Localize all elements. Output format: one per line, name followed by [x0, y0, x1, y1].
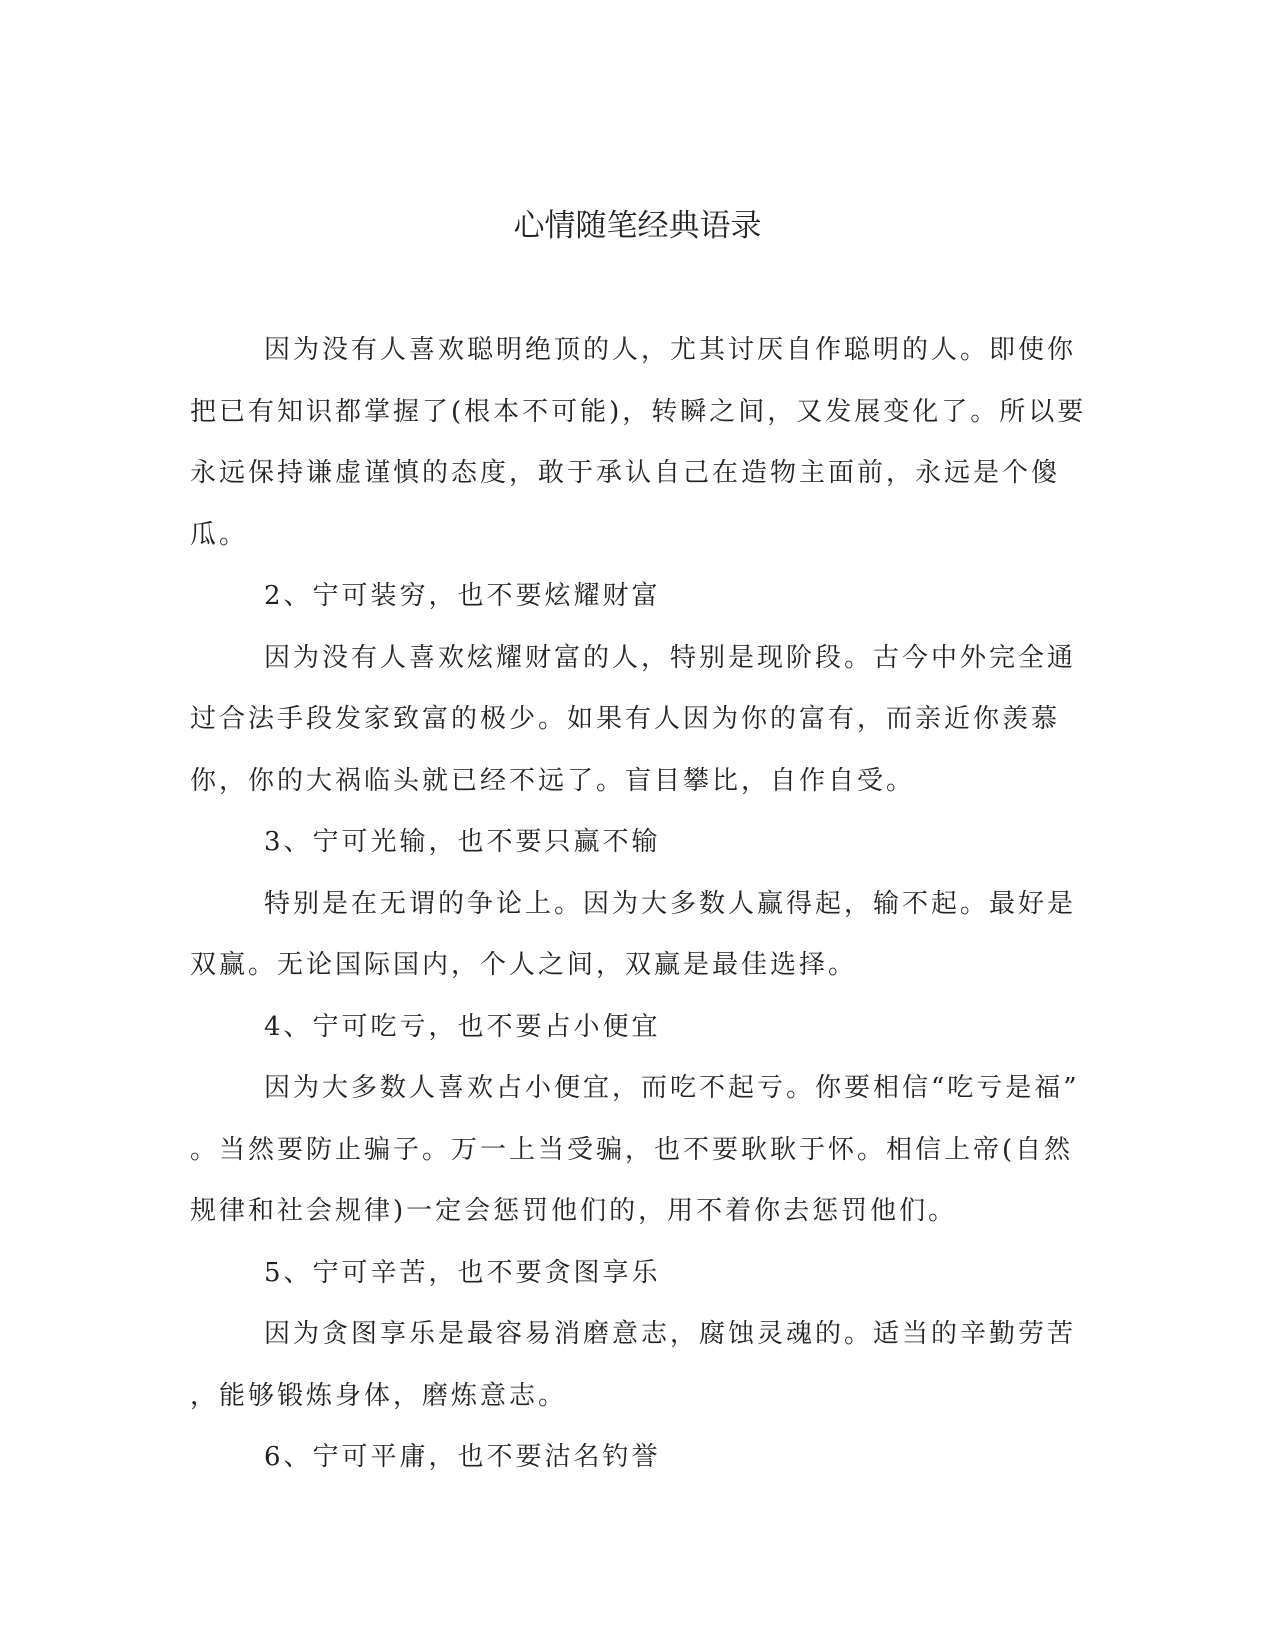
paragraph-line: 特别是在无谓的争论上。因为大多数人赢得起，输不起。最好是 — [264, 888, 1077, 919]
paragraph-line: 规律和社会规律)一定会惩罚他们的，用不着你去惩罚他们。 — [190, 1196, 958, 1226]
page-title: 心情随笔经典语录 — [513, 208, 762, 244]
paragraph-line: 过合法手段发家致富的极少。如果有人因为你的富有，而亲近你羡慕 — [190, 704, 1061, 734]
document-body — [190, 320, 1087, 1489]
paragraph-line: 双赢。无论国际国内，个人之间，双赢是最佳选择。 — [190, 950, 858, 980]
paragraph-line: 因为大多数人喜欢占小便宜，而吃不起亏。你要相信“吃亏是福” — [264, 1073, 1080, 1103]
section-heading: 3、宁可光输，也不要只赢不输 — [264, 827, 661, 857]
paragraph-line: 你，你的大祸临头就已经不远了。盲目攀比，自作自受。 — [190, 765, 916, 796]
section-heading: 4、宁可吃亏，也不要占小便宜 — [264, 1011, 661, 1042]
paragraph-line: ，能够锻炼身体，磨炼意志。 — [190, 1380, 568, 1411]
paragraph-line: 因为没有人喜欢聪明绝顶的人，尤其讨厌自作聪明的人。即使你 — [264, 335, 1077, 365]
paragraph-line: 因为没有人喜欢炫耀财富的人，特别是现阶段。古今中外完全通 — [264, 642, 1077, 673]
paragraph-line: 瓜。 — [190, 519, 249, 550]
section-heading: 5、宁可辛苦，也不要贪图享乐 — [264, 1257, 661, 1288]
section-heading: 2、宁可装穷，也不要炫耀财富 — [264, 581, 661, 611]
section-heading: 6、宁可平庸，也不要沽名钓誉 — [264, 1442, 661, 1472]
paragraph-line: 把已有知识都掌握了(根本不可能)，转瞬之间，又发展变化了。所以要 — [190, 396, 1087, 427]
paragraph-line: 永远保持谦虚谨慎的态度，敢于承认自己在造物主面前，永远是个傻 — [190, 458, 1061, 488]
paragraph-line: 。当然要防止骗子。万一上当受骗，也不要耿耿于怀。相信上帝(自然 — [190, 1134, 1074, 1165]
paragraph-line: 因为贪图享乐是最容易消磨意志，腐蚀灵魂的。适当的辛勤劳苦 — [264, 1319, 1077, 1349]
